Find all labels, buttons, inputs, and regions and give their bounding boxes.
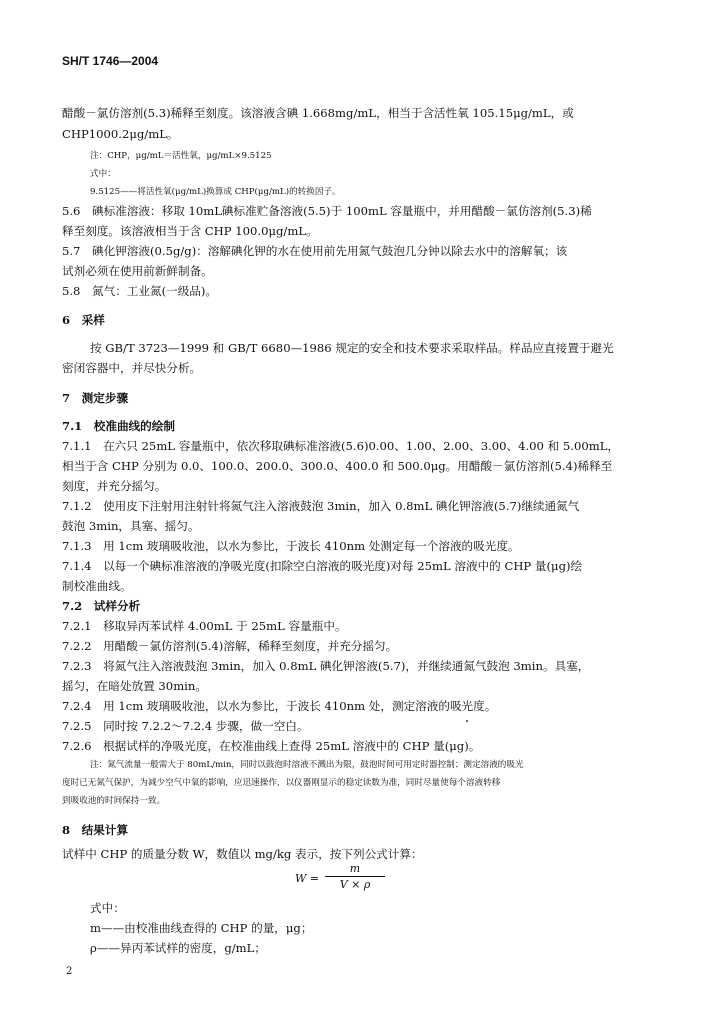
standard-number: SH/T 1746—2004 [62,54,159,68]
paragraph-line: 按 GB/T 3723—1999 和 GB/T 6680—1986 规定的安全和技术要求采取样品。样品应直接置于避光 [90,341,614,355]
where-label: 式中： [90,901,125,915]
paragraph-line: 醋酸－氯仿溶剂(5.3)稀释至刻度。该溶液含碘 1.668mg/mL，相当于含活性氧 105.15μg/mL，或 [62,106,574,120]
paragraph-line: 试样中 CHP 的质量分数 W，数值以 mg/kg 表示，按下列公式计算： [62,847,423,861]
section-8-title: 8 结果计算 [62,823,129,837]
formula-denominator: V × ρ [339,878,371,891]
clause-7-2-3-cont: 摇匀，在暗处放置 30min。 [62,679,207,693]
clause-7-1-1-cont: 刻度，并充分摇匀。 [62,479,167,493]
clause-5-7: 5.7 碘化钾溶液(0.5g/g)：溶解碘化钾的水在使用前先用氮气鼓泡几分钟以除去水中的溶解氧；该 [62,244,568,258]
note-line: 式中： [90,169,116,179]
clause-7-1-4: 7.1.4 以每一个碘标准溶液的净吸光度(扣除空白溶液的吸光度)对每 25mL 溶液中的 CHP 量(μg)绘 [62,559,583,573]
clause-7-2-3: 7.2.3 将氮气注入溶液鼓泡 3min，加入 0.8mL 碘化钾溶液(5.7)，并继续通氮气鼓泡 3min。具塞， [62,659,590,673]
note-line: 9.5125——将活性氧(μg/mL)换算成 CHP(μg/mL)的转换因子。 [90,187,341,197]
clause-5-7-cont: 试剂必须在使用前新鲜制备。 [62,264,213,278]
clause-7-2-1: 7.2.1 移取异丙苯试样 4.00mL 于 25mL 容量瓶中。 [62,619,347,633]
scan-speck [466,720,468,722]
subsection-7-1-title: 7.1 校准曲线的绘制 [62,419,175,433]
clause-5-6: 5.6 碘标准溶液：移取 10mL碘标准贮备溶液(5.5)于 100mL 容量瓶中，并用醋酸－氯仿溶剂(5.3)稀 [62,204,592,218]
formula [295,862,385,891]
paragraph-line: CHP1000.2μg/mL。 [62,127,179,141]
paragraph-line: 密闭容器中，并尽快分析。 [62,361,202,375]
page-number: 2 [66,966,73,977]
clause-5-6-cont: 释至刻度。该溶液相当于含 CHP 100.0μg/mL。 [62,224,318,238]
clause-7-1-3: 7.1.3 用 1cm 玻璃吸收池，以水为参比，于波长 410nm 处测定每一个溶液的吸光度。 [62,539,520,553]
note-line: 注：氮气流量一般需大于 80mL/min，同时以鼓泡时溶液不溅出为限，鼓泡时间可用定时器控制；测定溶液的吸光 [90,760,524,770]
formula-numerator: m [325,862,385,877]
clause-5-8: 5.8 氮气：工业氮(一级品)。 [62,284,218,298]
clause-7-2-5: 7.2.5 同时按 7.2.2～7.2.4 步骤，做一空白。 [62,719,309,733]
clause-7-2-4: 7.2.4 用 1cm 玻璃吸收池，以水为参比，于波长 410nm 处，测定溶液的吸光度。 [62,699,497,713]
clause-7-1-2-cont: 鼓泡 3min，具塞、摇匀。 [62,519,200,533]
subsection-7-2-title: 7.2 试样分析 [62,599,141,613]
variable-definition: m——由校准曲线查得的 CHP 的量，μg； [90,921,313,935]
formula-lhs: W = [295,872,320,885]
note-line: 到吸收池的时间保持一致。 [62,796,166,806]
clause-7-1-1: 7.1.1 在六只 25mL 容量瓶中，依次移取碘标准溶液(5.6)0.00、1.00、2.00、3.00、4.00 和 5.00mL， [62,439,619,453]
note-line: 注：CHP，μg/mL＝活性氧，μg/mL×9.5125 [90,151,272,161]
clause-7-2-6: 7.2.6 根据试样的净吸光度，在校准曲线上查得 25mL 溶液中的 CHP 量(μg)。 [62,739,481,753]
variable-definition: ρ——异丙苯试样的密度，g/mL； [90,941,266,955]
clause-7-1-2: 7.1.2 使用皮下注射用注射针将氮气注入溶液鼓泡 3min，加入 0.8mL 碘化钾溶液(5.7)继续通氮气 [62,499,580,513]
clause-7-1-4-cont: 制校准曲线。 [62,579,132,593]
section-6-title: 6 采样 [62,313,105,327]
clause-7-1-1-cont: 相当于含 CHP 分别为 0.0、100.0、200.0、300.0、400.0 和 500.0μg。用醋酸－氯仿溶剂(5.4)稀释至 [62,459,613,473]
clause-7-2-2: 7.2.2 用醋酸－氯仿溶剂(5.4)溶解，稀释至刻度，并充分摇匀。 [62,639,398,653]
section-7-title: 7 测定步骤 [62,391,129,405]
note-line: 度时已无氮气保护，为减少空气中氧的影响，应迅速操作，以仪器刚显示的稳定读数为准，同时尽量使每个溶液转移 [62,778,501,788]
